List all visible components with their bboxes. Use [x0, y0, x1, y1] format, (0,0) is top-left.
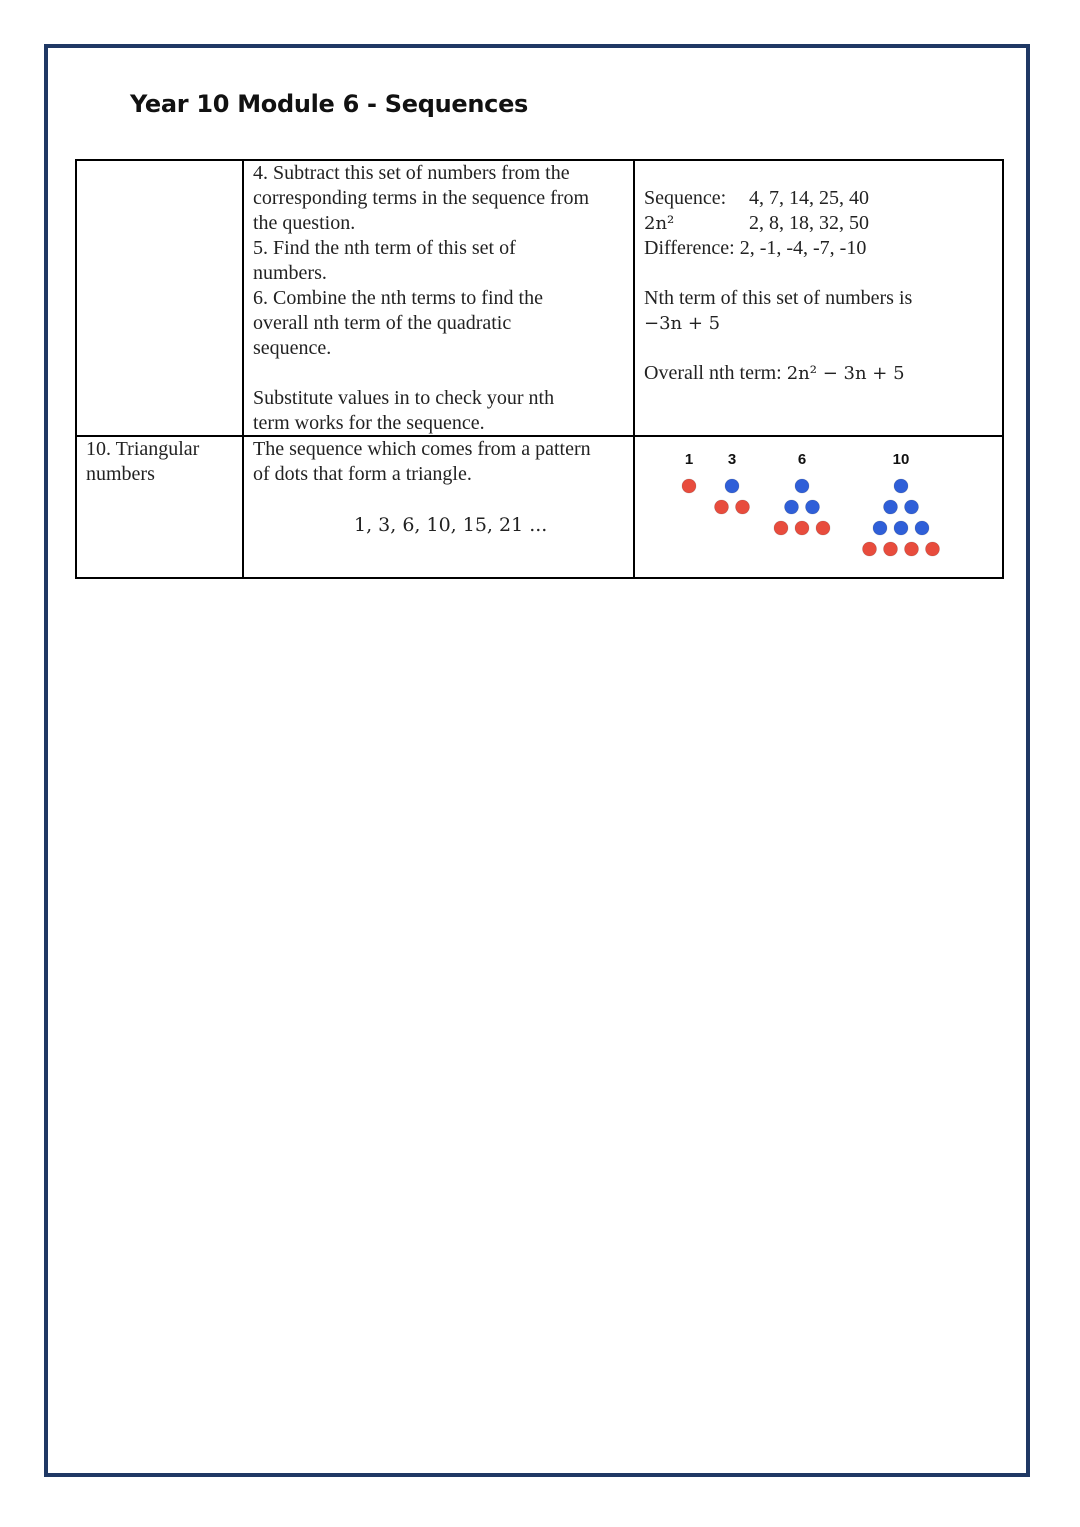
- blue-dot: [785, 500, 799, 514]
- term-name: 10. Triangular: [86, 438, 200, 460]
- page-title: Year 10 Module 6 - Sequences: [130, 90, 529, 118]
- step-line: 6. Combine the nth terms to find the: [253, 287, 543, 309]
- step-line: corresponding terms in the sequence from: [253, 187, 590, 209]
- triangular-sequence: 1, 3, 6, 10, 15, 21 ...: [354, 514, 548, 536]
- red-dot: [926, 542, 940, 556]
- sequence-values: 4, 7, 14, 25, 40: [749, 187, 869, 209]
- blue-dot: [905, 500, 919, 514]
- term-label: 2n²: [644, 213, 675, 234]
- red-dot: [884, 542, 898, 556]
- step-line: numbers.: [253, 262, 327, 284]
- red-dot: [774, 521, 788, 535]
- triangular-dots-diagram: [75, 159, 1004, 579]
- term-name-cont: numbers: [86, 463, 155, 485]
- blue-dot: [725, 479, 739, 493]
- step-line: 5. Find the nth term of this set of: [253, 237, 516, 259]
- difference-label: Difference:: [644, 237, 735, 259]
- definition-line: of dots that form a triangle.: [253, 463, 472, 485]
- check-line: Substitute values in to check your nth: [253, 387, 555, 409]
- blue-dot: [894, 521, 908, 535]
- definition-line: The sequence which comes from a pattern: [253, 438, 591, 460]
- step-line: 4. Subtract this set of numbers from the: [253, 162, 570, 184]
- blue-dot: [915, 521, 929, 535]
- nth-term-line: Nth term of this set of numbers is: [644, 287, 913, 309]
- blue-dot: [795, 479, 809, 493]
- red-dot: [905, 542, 919, 556]
- step-line: overall nth term of the quadratic: [253, 312, 512, 334]
- step-line: the question.: [253, 212, 356, 234]
- red-dot: [795, 521, 809, 535]
- triangle-count-label: 10: [892, 451, 910, 468]
- triangle-count-label: 1: [684, 451, 694, 468]
- red-dot: [736, 500, 750, 514]
- triangle-count-label: 3: [727, 451, 737, 468]
- nth-term-expression: −3n + 5: [644, 313, 721, 334]
- red-dot: [863, 542, 877, 556]
- triangle-count-label: 6: [797, 451, 807, 468]
- overall-label: Overall nth term:: [644, 362, 782, 384]
- red-dot: [715, 500, 729, 514]
- term-values: 2, 8, 18, 32, 50: [749, 212, 869, 234]
- check-line: term works for the sequence.: [253, 412, 485, 434]
- overall-expression: 2n² − 3n + 5: [786, 363, 905, 384]
- blue-dot: [806, 500, 820, 514]
- step-line: sequence.: [253, 337, 332, 359]
- sequence-label: Sequence:: [644, 187, 727, 209]
- red-dot: [816, 521, 830, 535]
- blue-dot: [894, 479, 908, 493]
- red-dot: [682, 479, 696, 493]
- difference-values: 2, -1, -4, -7, -10: [739, 237, 867, 259]
- blue-dot: [884, 500, 898, 514]
- sequences-table: [75, 159, 1004, 579]
- blue-dot: [873, 521, 887, 535]
